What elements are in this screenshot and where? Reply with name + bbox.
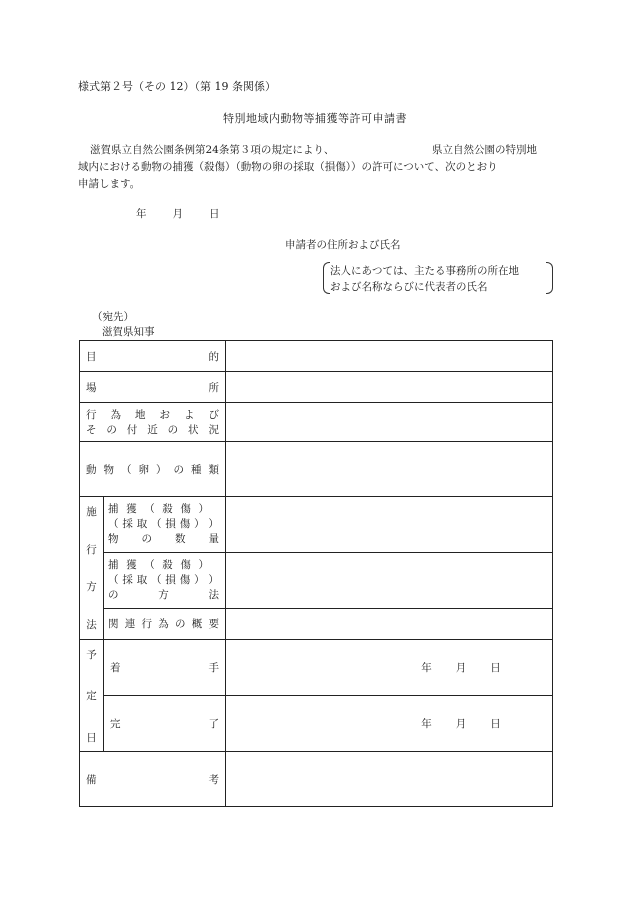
body-line-1b: 県立自然公園の特別地 bbox=[432, 144, 537, 156]
start-month-label: 月 bbox=[455, 662, 467, 674]
table-row bbox=[80, 609, 553, 640]
label-text: そ の 付 近 の 状 況 bbox=[86, 424, 219, 436]
label-text: 備 考 bbox=[86, 773, 219, 786]
finish-month-label: 月 bbox=[455, 718, 467, 730]
start-date-field[interactable] bbox=[226, 640, 553, 696]
form-number: 様式第２号（その 12）（第 19 条関係） bbox=[78, 80, 276, 93]
label-text: 目 的 bbox=[86, 350, 219, 363]
applicant-label: 申請者の住所および氏名 bbox=[285, 239, 401, 251]
body-line-2: 域内における動物の捕獲（殺傷）（動物の卵の採取（損傷））の許可について、次のとおり bbox=[78, 161, 498, 173]
label-text: 関 連 行 為 の 概 要 bbox=[108, 617, 219, 630]
label-text: 完 了 bbox=[110, 718, 219, 730]
label-text: 動 物 （ 卵 ） の 種 類 bbox=[86, 463, 219, 476]
schedule-group-label bbox=[80, 640, 104, 752]
applicant-note-line-2: および名称ならびに代表者の氏名 bbox=[330, 281, 488, 293]
related-acts-field[interactable] bbox=[226, 609, 553, 640]
species-label bbox=[80, 442, 226, 497]
label-text: 物 の 数 量 bbox=[108, 533, 219, 545]
table-row bbox=[80, 696, 553, 752]
table-row bbox=[80, 403, 553, 442]
body-line-1a: 滋賀県立自然公園条例第24条第３項の規定により、 bbox=[90, 144, 335, 156]
label-text: （ 採 取 （ 損 傷 ） ） bbox=[108, 574, 219, 586]
remarks-field[interactable] bbox=[226, 752, 553, 807]
table-row bbox=[80, 640, 553, 696]
label-text: 行 為 地 お よ び bbox=[86, 409, 219, 421]
label-text: 捕 獲 （ 殺 傷 ） bbox=[108, 503, 209, 515]
purpose-field[interactable] bbox=[226, 341, 553, 372]
place-field[interactable] bbox=[226, 372, 553, 403]
finish-label bbox=[104, 696, 226, 752]
table-row bbox=[80, 341, 553, 372]
start-day-label: 日 bbox=[490, 662, 501, 674]
label-text: 着 手 bbox=[110, 662, 219, 674]
vertical-label-text: 予 定 日 bbox=[86, 648, 97, 744]
year-label: 年 bbox=[136, 208, 147, 220]
table-row bbox=[80, 442, 553, 497]
finish-year-label: 年 bbox=[421, 718, 432, 730]
addressee-name: 滋賀県知事 bbox=[102, 326, 155, 338]
table-row bbox=[80, 752, 553, 807]
remarks-label bbox=[80, 752, 226, 807]
related-acts-label bbox=[104, 609, 226, 640]
application-table bbox=[79, 340, 553, 807]
finish-day-label: 日 bbox=[490, 718, 501, 730]
label-text: 捕 獲 （ 殺 傷 ） bbox=[108, 559, 209, 571]
method-group-label bbox=[80, 497, 104, 640]
table-row bbox=[80, 497, 553, 553]
purpose-label bbox=[80, 341, 226, 372]
day-label: 日 bbox=[209, 208, 220, 220]
addressee-prefix: （宛先） bbox=[92, 311, 134, 323]
form-title: 特別地域内動物等捕獲等許可申請書 bbox=[223, 112, 407, 125]
capture-method-field[interactable] bbox=[226, 553, 553, 609]
start-label bbox=[104, 640, 226, 696]
vertical-label-text: 施 行 方 法 bbox=[86, 506, 97, 631]
capture-quantity-label bbox=[104, 497, 226, 553]
capture-quantity-field[interactable] bbox=[226, 497, 553, 553]
start-year-label: 年 bbox=[421, 662, 432, 674]
site-condition-field[interactable] bbox=[226, 403, 553, 442]
site-condition-label bbox=[80, 403, 226, 442]
table-row bbox=[80, 553, 553, 609]
species-field[interactable] bbox=[226, 442, 553, 497]
applicant-note-line-1: 法人にあつては、主たる事務所の所在地 bbox=[330, 265, 519, 277]
table-row bbox=[80, 372, 553, 403]
left-bracket bbox=[323, 262, 330, 294]
finish-date-field[interactable] bbox=[226, 696, 553, 752]
label-text: の 方 法 bbox=[108, 589, 219, 601]
application-date bbox=[136, 207, 220, 221]
capture-method-label bbox=[104, 553, 226, 609]
body-line-3: 申請します。 bbox=[78, 178, 141, 190]
right-bracket bbox=[546, 262, 553, 294]
label-text: 場 所 bbox=[86, 381, 219, 394]
month-label: 月 bbox=[172, 208, 183, 220]
label-text: （ 採 取 （ 損 傷 ） ） bbox=[108, 518, 219, 530]
place-label bbox=[80, 372, 226, 403]
